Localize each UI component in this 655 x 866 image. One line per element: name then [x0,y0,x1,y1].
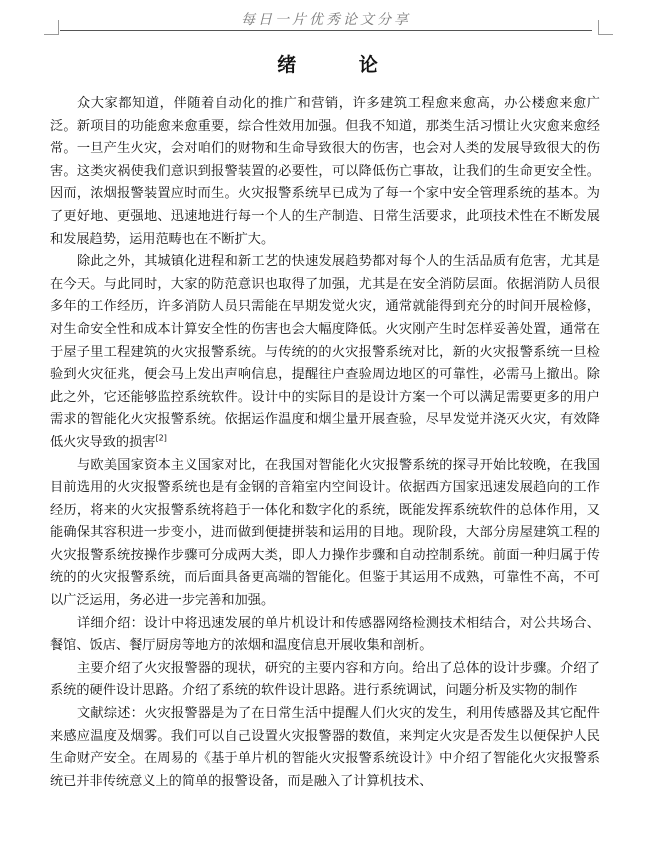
paragraph-text: 除此之外，其城镇化进程和新工艺的快速发展趋势都对每个人的生活品质有危害，尤其是在今天。与此同时，大家的防范意识也取得了加强，尤其是在安全消防层面。依据消防人员很多年的工作经历，许多消防人员只需能在早期发觉火灾，通常就能得到充分的时间开展检修，对生命安全性和成本计算安全性的伤害也会大幅度降低。火灾刚产生时怎样妥善处置，通常在于屋子里工程建筑的火灾报警系统。与传统的的火灾报警系统对比，新的火灾报警系统一旦检验到火灾征兆，便会马上发出声响信息，提醒往户查验周边地区的可靠性，必需马上撤出。除此之外，它还能够监控系统软件。设计中的实际目的是设计方案一个可以满足需要更多的用户需求的智能化火灾报警系统。依据运作温度和烟尘量开展查验，尽早发觉并浇灭火灾，有效降低火灾导致的损害 [50,254,600,450]
paragraph-4 [50,613,600,658]
paragraph-text: 详细介绍：设计中将迅速发展的单片机设计和传感器网络检测技术相结合，对公共场合、餐馆、饭店、餐厅厨房等地方的浓烟和温度信息开展收集和剖析。 [50,615,600,654]
margin-corner-mark-right [598,20,613,35]
paragraph-text: 文献综述：火灾报警器是为了在日常生活中提醒人们火灾的发生，利用传感器及其它配件来感应温度及烟雾。我们可以自己设置火灾报警器的数值，来判定火灾是否发生以便保护人民生命财产安全。在周易的《基于单片机的智能火灾报警系统设计》中介绍了智能化火灾报警系统已并非传统意义上的简单的报警设备，而是融入了计算机技术、 [50,706,600,789]
page-title: 绪 论 [277,54,406,76]
paragraph-5 [50,658,600,703]
page-header [60,4,592,31]
paragraph-text: 众大家都知道，伴随着自动化的推广和营销，许多建筑工程愈来愈高，办公楼愈来愈广泛。新项目的功能愈来愈重要，综合性效用加强。但我不知道，那类生活习惯让火灾愈来愈经常。一旦产生火灾，会对咱们的财物和生命导致很大的伤害，也会对人类的发展导致很大的伤害。这类灾祸使我们意识到报警装置的必要性，可以降低伤亡事故，让我们的生命更安全性。因而，浓烟报警装置应时而生。火灾报警系统早已成为了每一个家中安全管理系统的基本。为了更好地、更强地、迅速地进行每一个人的生产制造、日常生活要求，此项技术性在不断发展和发展趋势，运用范畴也在不断扩大。 [50,96,600,247]
paragraph-2 [50,251,600,454]
citation-marker: [2] [155,433,167,443]
header-text: 每日一片优秀论文分享 [241,12,411,28]
document-body [50,93,600,793]
paragraph-3 [50,455,600,613]
paragraph-text: 与欧美国家资本主义国家对比，在我国对智能化火灾报警系统的探寻开始比较晚，在我国目前选用的火灾报警系统也是有金钢的音箱室内空间设计。依据西方国家迅速发展趋向的工作经历，将来的火灾报警系统将趋于一体化和数字化的系统，既能发挥系统软件的总体作用，又能确保其容积进一步变小，进而做到便捷拼装和运用的目地。现阶段，大部分房屋建筑工程的火灾报警系统按操作步骤可分成两大类，即人力操作步骤和自动控制系统。前面一种归属于传统的的火灾报警系统，而后面具备更高端的智能化。但鉴于其运用不成熟，可靠性不高，不可以广泛运用，务必进一步完善和加强。 [50,457,600,609]
paragraph-text: 主要介绍了火灾报警器的现状，研究的主要内容和方向。给出了总体的设计步骤。介绍了系统的硬件设计思路。介绍了系统的软件设计思路。进行系统调试，问题分析及实物的制作 [50,660,600,699]
paragraph-1 [50,93,600,251]
margin-corner-mark-left [44,20,59,35]
paragraph-6 [50,703,600,793]
